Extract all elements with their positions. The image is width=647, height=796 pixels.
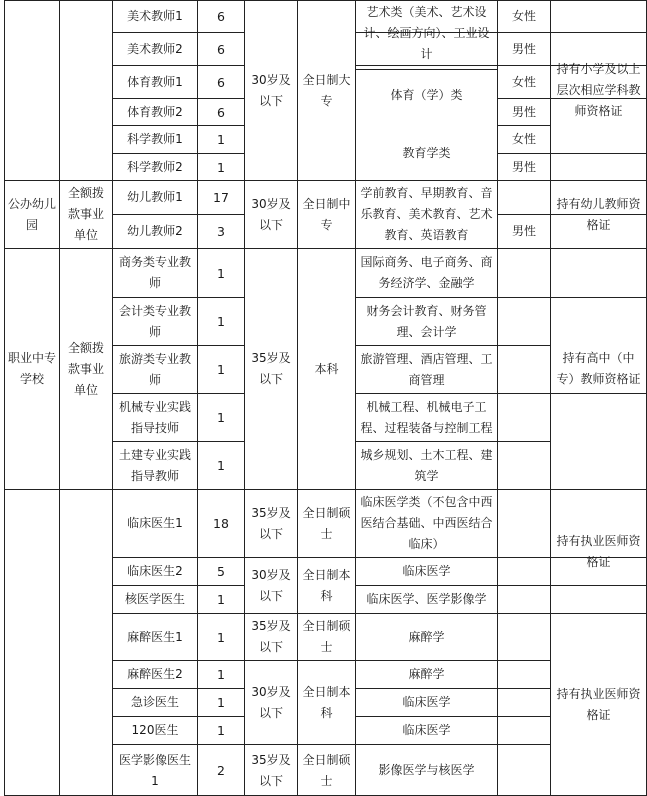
count-cell: 3 xyxy=(217,224,225,239)
education-cell: 全日制本科 xyxy=(302,567,351,603)
count-cell: 1 xyxy=(217,132,225,147)
position-cell: 美术教师1 xyxy=(127,9,183,23)
major-cell: 临床医学 xyxy=(402,695,451,709)
education-cell: 本科 xyxy=(314,361,339,376)
major-cell: 艺术类（美术、艺术设计、绘画方向）、工业设计 xyxy=(363,4,490,61)
position-cell: 核医学医生 xyxy=(124,592,185,606)
gender-cell: 女性 xyxy=(511,74,536,89)
major-cell: 旅游管理、酒店管理、工商管理 xyxy=(360,351,493,387)
qualification-cell: 持有高中（中专）教师资格证 xyxy=(556,351,641,386)
position-cell: 机械专业实践指导技师 xyxy=(118,399,191,435)
major-cell: 临床医学类（不包含中西医结合基础、中西医结合临床） xyxy=(360,495,493,551)
position-cell: 临床医生1 xyxy=(127,516,183,530)
position-cell: 急诊医生 xyxy=(130,695,179,709)
education-cell: 全日制硕士 xyxy=(302,505,351,541)
position-cell: 美术教师2 xyxy=(127,41,183,56)
count-cell: 5 xyxy=(217,564,225,579)
count-cell: 6 xyxy=(217,74,225,90)
age-cell: 30岁及以下 xyxy=(251,684,291,720)
count-cell: 1 xyxy=(217,410,225,425)
gender-cell: 男性 xyxy=(511,224,536,238)
position-cell: 120医生 xyxy=(131,723,179,737)
count-cell: 1 xyxy=(217,723,225,738)
age-cell: 30岁及以下 xyxy=(251,567,291,603)
major-cell: 麻醉学 xyxy=(408,629,445,644)
major-cell: 城乡规划、土木工程、建筑学 xyxy=(360,447,493,483)
position-cell: 科学教师1 xyxy=(127,132,183,146)
major-cell: 学前教育、早期教育、音乐教育、美术教育、艺术教育、英语教育 xyxy=(360,186,493,242)
gender-cell: 男性 xyxy=(511,104,536,119)
count-cell: 1 xyxy=(217,695,225,710)
count-cell: 6 xyxy=(217,41,225,57)
position-cell: 体育教师1 xyxy=(127,74,183,89)
count-cell: 1 xyxy=(217,362,225,377)
education-cell: 全日制硕士 xyxy=(302,619,351,654)
unit-cell: 公办幼儿园 xyxy=(8,196,57,232)
count-cell: 17 xyxy=(213,190,229,205)
count-cell: 1 xyxy=(217,629,225,645)
qualification-cell: 持有幼儿教师资格证 xyxy=(556,196,641,232)
education-cell: 全日制大专 xyxy=(302,72,351,108)
count-cell: 18 xyxy=(213,516,229,531)
position-cell: 会计类专业教师 xyxy=(118,303,191,339)
position-cell: 旅游类专业教师 xyxy=(118,351,191,387)
age-cell: 35岁及以下 xyxy=(251,505,291,541)
count-cell: 2 xyxy=(217,763,225,778)
position-cell: 临床医生2 xyxy=(127,564,183,578)
qualification-cell: 持有执业医师资格证 xyxy=(556,533,641,569)
major-cell: 临床医学 xyxy=(402,723,451,737)
qualification-cell: 持有小学及以上层次相应学科教师资格证 xyxy=(556,62,641,118)
count-cell: 1 xyxy=(217,159,225,175)
gender-cell: 女性 xyxy=(511,132,536,146)
age-cell: 35岁及以下 xyxy=(251,619,291,654)
age-cell: 35岁及以下 xyxy=(251,351,291,386)
major-cell: 临床医学、医学影像学 xyxy=(366,592,487,606)
position-cell: 土建专业实践指导教师 xyxy=(118,447,191,483)
age-cell: 30岁及以下 xyxy=(251,72,291,108)
education-cell: 全日制本科 xyxy=(302,684,351,720)
count-cell: 1 xyxy=(217,592,225,607)
position-cell: 麻醉医生2 xyxy=(127,667,183,681)
major-cell: 财务会计教育、财务管理、会计学 xyxy=(366,303,487,339)
qualification-cell: 持有执业医师资格证 xyxy=(556,687,641,722)
major-cell: 国际商务、电子商务、商务经济学、金融学 xyxy=(360,255,493,290)
position-cell: 商务类专业教师 xyxy=(118,255,191,290)
position-cell: 医学影像医生1 xyxy=(118,752,191,788)
count-cell: 1 xyxy=(217,667,225,682)
gender-cell: 男性 xyxy=(511,41,536,56)
unit-cell: 职业中专学校 xyxy=(8,351,57,386)
major-cell: 麻醉学 xyxy=(408,667,445,681)
major-cell: 临床医学 xyxy=(402,564,451,578)
position-cell: 科学教师2 xyxy=(127,159,183,174)
unit-nature-cell: 全额拨款事业单位 xyxy=(67,186,104,242)
position-cell: 麻醉医生1 xyxy=(127,629,183,644)
gender-cell: 男性 xyxy=(511,159,536,174)
education-cell: 全日制中专 xyxy=(302,196,351,232)
count-cell: 6 xyxy=(217,9,225,24)
position-cell: 幼儿教师2 xyxy=(127,224,183,238)
major-cell: 体育（学）类 xyxy=(390,88,463,102)
position-cell: 幼儿教师1 xyxy=(127,190,183,204)
position-cell: 体育教师2 xyxy=(127,104,183,119)
count-cell: 1 xyxy=(217,458,225,473)
age-cell: 35岁及以下 xyxy=(251,752,291,788)
unit-nature-cell: 全额拨款事业单位 xyxy=(67,340,104,397)
count-cell: 6 xyxy=(217,104,225,120)
count-cell: 1 xyxy=(217,314,225,329)
count-cell: 1 xyxy=(217,265,225,281)
major-cell: 教育学类 xyxy=(402,145,451,160)
education-cell: 全日制硕士 xyxy=(302,752,351,788)
major-cell: 影像医学与核医学 xyxy=(378,763,475,777)
major-cell: 机械工程、机械电子工程、过程装备与控制工程 xyxy=(360,399,493,435)
age-cell: 30岁及以下 xyxy=(251,196,291,232)
gender-cell: 女性 xyxy=(511,9,536,23)
